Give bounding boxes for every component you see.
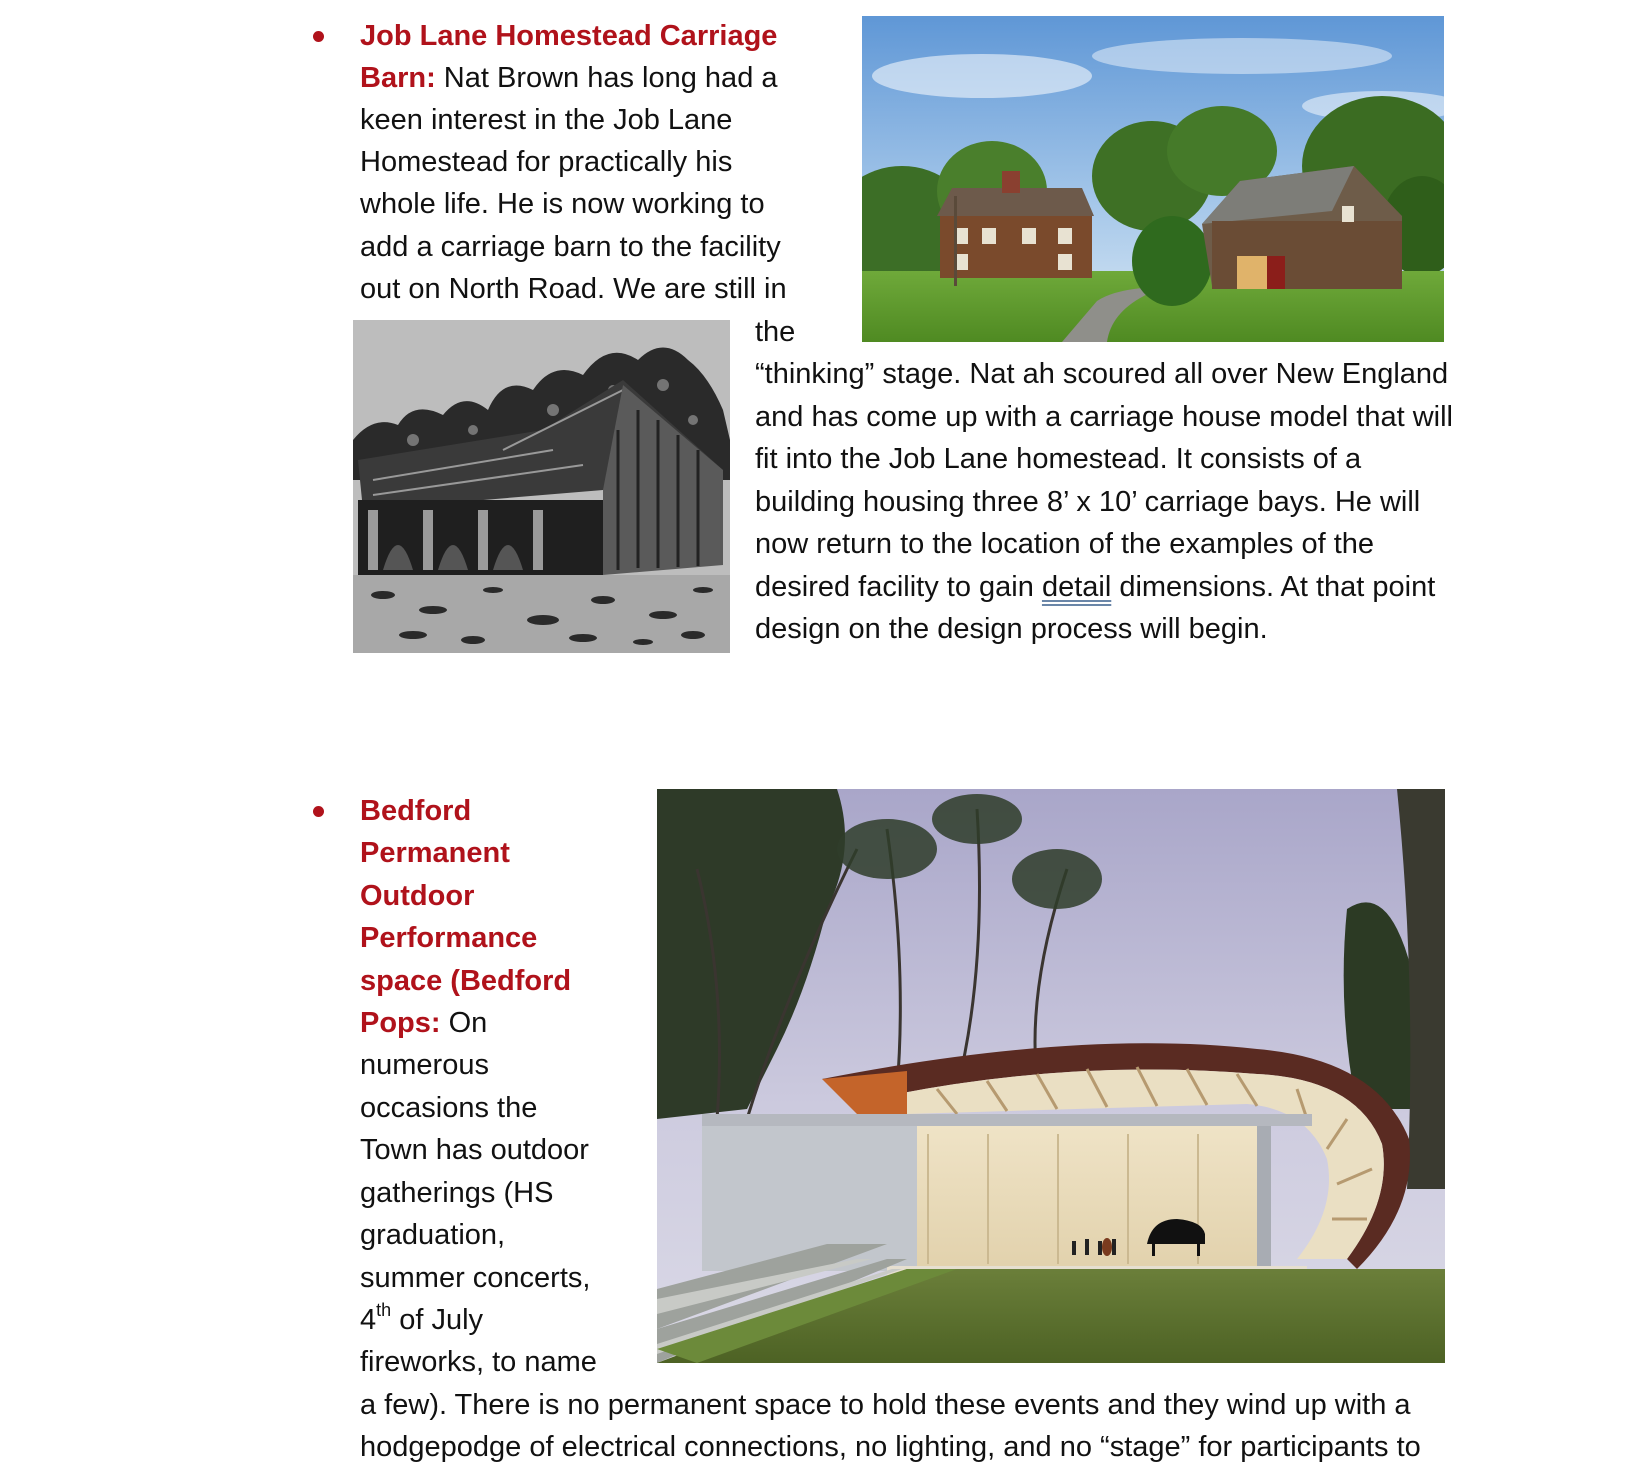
superscript: th: [376, 1300, 392, 1321]
body-line: building housing three 8’ x 10’ carriage bays. He will: [755, 486, 1421, 518]
body-line: now return to the location of the examples of the: [755, 528, 1375, 560]
section1-title-end: Barn:: [360, 62, 436, 94]
bullet-2: [313, 806, 324, 817]
body-line: [360, 1299, 483, 1341]
body-line: [755, 566, 1435, 608]
section2-title: Permanent: [360, 837, 510, 869]
barn-sketch: [353, 320, 730, 653]
homestead-photo: [862, 16, 1444, 342]
body-text: Nat Brown has long had a: [435, 62, 778, 94]
section2-title-end-line: [360, 1002, 487, 1044]
section1-title-line1: [360, 15, 777, 57]
body-line: gatherings (HS: [360, 1177, 554, 1209]
section1-line-barn: [360, 57, 778, 99]
body-line: numerous: [360, 1049, 489, 1081]
section2-title: Bedford: [360, 795, 472, 827]
body-line: out on North Road. We are still in: [360, 273, 787, 305]
pavilion-photo: [657, 789, 1445, 1363]
body-line: keen interest in the Job Lane: [360, 104, 733, 136]
body-text: of July: [391, 1304, 484, 1336]
body-line: add a carriage barn to the facility: [360, 231, 781, 263]
body-text: dimensions. At that point: [1111, 571, 1436, 603]
section2-title: space (Bedford: [360, 965, 572, 997]
body-line: occasions the: [360, 1092, 538, 1124]
body-line: Homestead for practically his: [360, 146, 733, 178]
section1-title: Job Lane Homestead Carriage: [360, 20, 778, 52]
body-line: Town has outdoor: [360, 1134, 589, 1166]
section2-title: Pops:: [360, 1007, 441, 1039]
body-line: whole life. He is now working to: [360, 188, 765, 220]
section2-title: Performance: [360, 922, 538, 954]
body-line: fireworks, to name: [360, 1346, 597, 1378]
body-line: graduation,: [360, 1219, 506, 1251]
body-line: fit into the Job Lane homestead. It consists of a: [755, 443, 1362, 475]
body-text: desired facility to gain: [755, 571, 1042, 603]
body-line: a few). There is no permanent space to hold these events and they wind up with a: [360, 1389, 1411, 1421]
body-line: summer concerts,: [360, 1262, 591, 1294]
bullet-1: [313, 31, 324, 42]
body-line: hodgepodge of electrical connections, no lighting, and no “stage” for participants to: [360, 1431, 1421, 1463]
body-line: “thinking” stage. Nat ah scoured all over New England: [755, 358, 1449, 390]
body-text: On: [440, 1007, 488, 1039]
body-text: 4: [360, 1304, 377, 1336]
body-line: and has come up with a carriage house model that will: [755, 401, 1453, 433]
section2-title: Outdoor: [360, 880, 475, 912]
body-line: design on the design process will begin.: [755, 613, 1268, 645]
body-line: the: [755, 316, 796, 348]
spellcheck-word-detail[interactable]: detail: [1041, 571, 1112, 603]
